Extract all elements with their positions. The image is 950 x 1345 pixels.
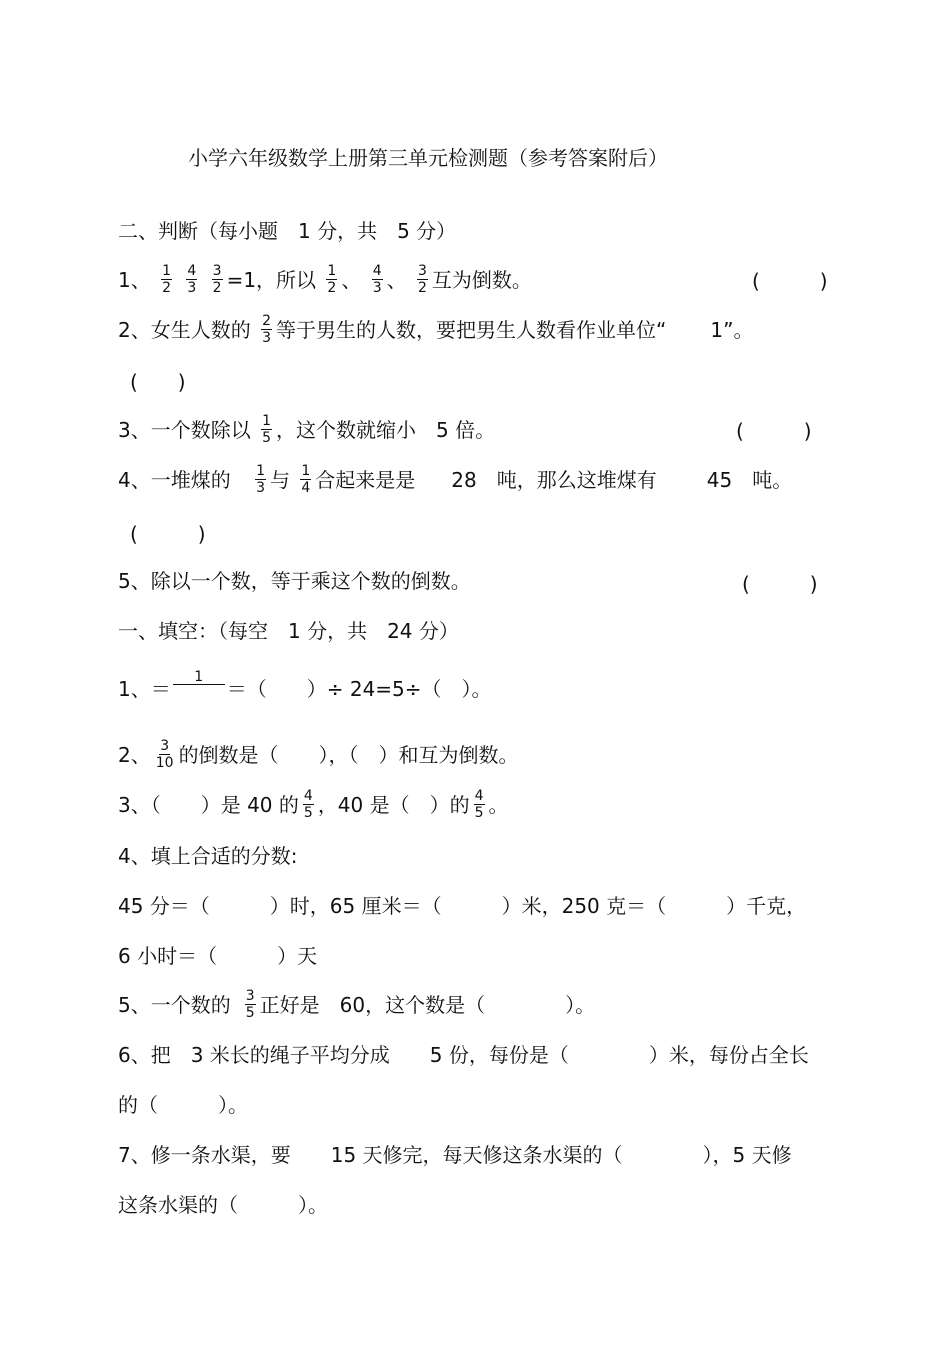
fraction: $\frac{2}{3}$ — [262, 313, 272, 346]
fill-q4-days: 6 小时＝（ ）天 — [118, 944, 318, 968]
q-text: ＝（ ）÷ 24=5÷（ ）。 — [226, 677, 492, 701]
answer-paren[interactable]: ( ) — [742, 572, 818, 596]
fill-q2 — [118, 740, 519, 773]
q-text: =1，所以 — [226, 268, 317, 292]
fraction: $\frac{1}{2}$ — [327, 263, 337, 296]
fraction: $\frac{1}{5}$ — [262, 413, 272, 446]
q-text: 。 — [488, 793, 509, 817]
page-title: 小学六年级数学上册第三单元检测题（参考答案附后） — [188, 146, 668, 170]
fill-q1 — [118, 669, 492, 705]
fraction: $\frac{1}{4}$ — [301, 463, 311, 496]
fill-q3 — [118, 790, 509, 823]
q-number: 1、 — [118, 268, 151, 292]
fill-q6-cont: 的（ ）。 — [118, 1093, 248, 1117]
q-text: 合起来是是 — [315, 468, 416, 492]
q-text: 45 吨。 — [706, 468, 793, 492]
fraction: $\frac{1}{3}$ — [256, 463, 266, 496]
fraction: $\frac{4}{5}$ — [303, 788, 313, 821]
q-text: 5、一个数的 — [118, 993, 231, 1017]
q-text: 正好是 60，这个数是（ ）。 — [259, 993, 596, 1017]
q-text: 、 — [341, 268, 362, 292]
q-text: 4、一堆煤的 — [118, 468, 231, 492]
fraction: $\frac{3}{2}$ — [417, 263, 427, 296]
answer-paren[interactable]: ( ) — [752, 269, 828, 293]
q-text: 28 吨，那么这堆煤有 — [451, 468, 657, 492]
fill-q4-units: 45 分＝（ ）时，65 厘米＝（ ）米，250 克＝（ ）千克， — [118, 894, 807, 918]
fill-q6: 6、把 3 米长的绳子平均分成 5 份，每份是（ ）米，每份占全长 — [118, 1043, 809, 1067]
judge-q4 — [118, 465, 792, 498]
q-text: 2、女生人数的 — [118, 318, 251, 342]
answer-paren[interactable]: ( ) — [736, 419, 812, 443]
fraction: $\frac{3}{10}$ — [155, 738, 174, 771]
q-text: 、 — [386, 268, 407, 292]
fraction: $\frac{1}{2}$ — [162, 263, 172, 296]
q-text: 互为倒数。 — [431, 268, 532, 292]
q-text: 与 — [270, 468, 291, 492]
fraction: $\frac{4}{3}$ — [372, 263, 382, 296]
q-text: ，40 是（ ）的 — [317, 793, 470, 817]
section-heading-fill: 一、填空：（每空 1 分，共 24 分） — [118, 619, 459, 643]
q-text: 1”。 — [710, 318, 754, 342]
q-text: 3、一个数除以 — [118, 418, 251, 442]
judge-q2 — [118, 315, 753, 348]
judge-q3 — [118, 415, 495, 448]
judge-q5 — [118, 568, 471, 594]
q-text: ，这个数就缩小 5 倍。 — [276, 418, 496, 442]
fraction: $\frac{4}{5}$ — [474, 788, 484, 821]
section-heading-judge: 二、判断（每小题 1 分，共 5 分） — [118, 219, 457, 243]
fill-q5 — [118, 990, 595, 1023]
q-text: 1、＝ — [118, 677, 171, 701]
judge-q1 — [118, 265, 532, 298]
blank-fraction[interactable]: 1 — [173, 670, 225, 699]
fraction: $\frac{4}{3}$ — [187, 263, 197, 296]
fill-q7-cont: 这条水渠的（ ）。 — [118, 1193, 328, 1217]
fill-q7: 7、修一条水渠，要 15 天修完，每天修这条水渠的（ ），5 天修 — [118, 1143, 792, 1167]
q-text: 3、（ ）是 40 的 — [118, 793, 299, 817]
q-text: 5、除以一个数，等于乘这个数的倒数。 — [118, 569, 471, 593]
fill-q4: 4、填上合适的分数: — [118, 844, 298, 868]
fraction: $\frac{3}{2}$ — [212, 263, 222, 296]
q-text: 2、 — [118, 743, 151, 767]
q-text: 等于男生的人数，要把男生人数看作业单位“ — [276, 318, 667, 342]
fraction: $\frac{3}{5}$ — [245, 988, 255, 1021]
answer-paren[interactable]: ( ) — [130, 370, 186, 394]
q-text: 的倒数是（ ），（ ）和互为倒数。 — [178, 743, 519, 767]
answer-paren[interactable]: ( ) — [130, 522, 206, 546]
